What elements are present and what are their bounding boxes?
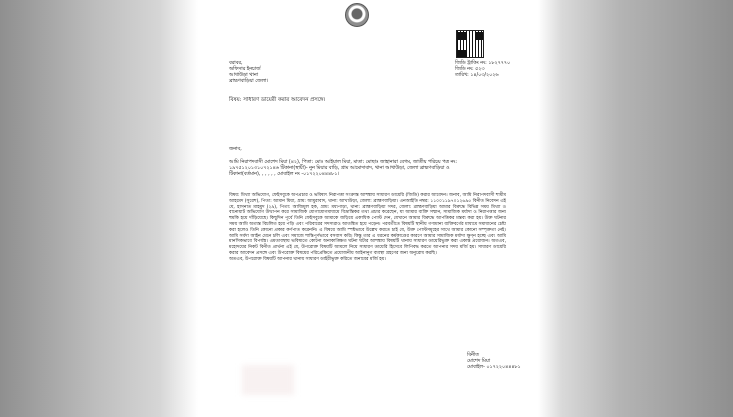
address-line-2: অফিসার ইনচার্জ — [229, 67, 261, 72]
body-closing: অতএব, উপরোক্ত বিষয়টি আপনার থানায় সাধারণ ডাইরীভুক্ত করিতে জনাবের মর্জি হয়। — [229, 256, 386, 262]
qr-code-icon — [456, 30, 484, 58]
signature-label: বিনীত — [467, 353, 479, 358]
gd-number: জিডি নং: ৫২৩ — [455, 67, 485, 72]
address-line-4: ব্রাহ্মণবাড়িয়া জেলা। — [229, 79, 269, 84]
body-paragraph: বিষয়: মিথ্যা অভিযোগ, ফেইসবুকে অপপ্রচার ও ভবিষ্যৎ নিরাপত্তা সংক্রান্ত আশঙ্কায় সাধারণ ডায়েরি (জিডি) করার আবেদন। জনাব, আমি নিরাপদবাসী শামীম আহমেদ (সুরেশ), পিতা: আমান মিয়া, গ্রাম: আমুরাবাদ, থানা: আখাউড়া, জেলা: ব্রাহ্মণবাড়িয়া। এনআইডি নম্বর: ১১০০১১৯৭০১২৬৯৫ বিনীত নিবেদন এই যে, হাসনাত মাহমুদ (২৯), পিতা: আজিমুল হক, গ্রাম: মধ্যপাড়া, থানা: ব্রাহ্মণবাড়িয়া সদর, জেলা: ব্রাহ্মণবাড়িয়া আমার বিরুদ্ধে বিভিন্ন সময় মিথ্যা ও বানোয়াট অভিযোগ উত্থাপন করে সামাজিক যোগাযোগমাধ্যমে বিভ্রান্তিকর তথ্য প্রচার করেছেন, যা আমার ব্যক্তি সম্মান, সামাজিক মর্যাদা ও নিরাপত্তার জন্য হুমকি হয়ে দাঁড়িয়েছে। কিছুদিন পূর্বে তিনি ফেইসবুকে আমাকে জড়িয়ে একাধিক পোস্ট দেন, যেখানে আমার বিরুদ্ধে আপত্তিকর মন্তব্য করা হয়। উক্ত ঘটনার সময় আমি অত্যন্ত বিচলিত হয়ে পড়ি এবং পরিবারের সদস্যরাও আতঙ্কিত হয়ে পড়েন। পরবর্তীতে বিষয়টি স্থানীয় গণ্যমান্য ব্যক্তিবর্গের মাধ্যমে সমাধানের চেষ্টা করা হলেও তিনি কোনো প্রকার কর্ণপাত করেননি। এ বিষয়ে আমি স্পষ্টভাবে উল্লেখ করতে চাই যে, উক্ত পোস্টসমূহের সাথে আমার কোনো সম্পৃক্ততা নেই। আমি সর্বদা আইন মেনে চলি এবং সমাজে শান্তিপূর্ণভাবে বসবাস করি। কিন্তু তার এ ধরনের কর্মকাণ্ডের কারণে আমার সামাজিক মর্যাদা ক্ষুণ্ন হচ্ছে এবং আমি মানসিকভাবে বিপর্যস্ত। এমতাবস্থায় ভবিষ্যতে কোনো অনাকাঙ্ক্ষিত ঘটনা ঘটার আশঙ্কায় বিষয়টি থানায় সাধারণ ডায়েরিভুক্ত করা একান্ত প্রয়োজন। অতএব, মহোদয়ের নিকট বিনীত প্রার্থনা এই যে, উপরোক্ত বিষয়টি আমলে নিয়ে সাধারণ ডায়েরি হিসেবে লিপিবদ্ধ করতে আপনার সদয় মর্জি হয়। সাধারণ ডায়েরি করার আবেদন প্রসঙ্গে এবং উপরোক্ত বিষয়ের পরিপ্রেক্ষিতে প্রয়োজনীয় আইনানুগ ব্যবস্থা গ্রহণের জন্য অনুরোধ করছি। — [229, 193, 506, 256]
reference-number: জিডি ট্রাকিং নং: ১৮২৭৭৭০ — [455, 61, 511, 66]
seal-icon — [345, 3, 369, 27]
intro-line-1: আমি নিরাপদবাসী মোশেদ মিয়া (৪২), পিতা: মোঃ আইয়াল মিয়া, মাতা: মোছাঃ জাহানারা বেগম, জাতীয় পরিচয় পত্র নং: — [229, 160, 457, 165]
subject-line: বিষয়: সাধারণ ডায়েরী করার আবেদন প্রসঙ্গে। — [229, 97, 326, 103]
address-line-3: আখাউড়া থানা — [229, 73, 258, 78]
document-date: তারিখ: ১৪/০৩/২০২৬ — [455, 73, 499, 78]
signature-phone: মোবাইল- ০১৭২২০৪৪৪৮১ — [467, 365, 521, 370]
document-meta — [455, 61, 531, 79]
applicant-intro — [229, 160, 506, 178]
signature-name: মোশেদ মিয়া — [467, 359, 491, 364]
address-line-1: বরাবর, — [229, 61, 243, 66]
salutation: জনাব, — [229, 147, 242, 152]
redacted-area — [242, 365, 294, 395]
signature-block — [467, 353, 532, 371]
intro-line-3: টিকানা(বর্তমান), , , , , , মোবাইল নং -০১৭২২০৪৪৪৮১। — [229, 172, 340, 177]
intro-line-2: ১৯৭৫১২০১৩১০৭২১৪৬ টিকানা(স্থায়ী)- নুন মিয়ার বাড়ি, গ্রাম আমোদাবাদ, থানা আখাউড়া, জেলা ব্রাহ্মণবাড়িয়া ও — [229, 166, 450, 171]
recipient-address — [229, 61, 349, 85]
application-body — [229, 193, 506, 263]
